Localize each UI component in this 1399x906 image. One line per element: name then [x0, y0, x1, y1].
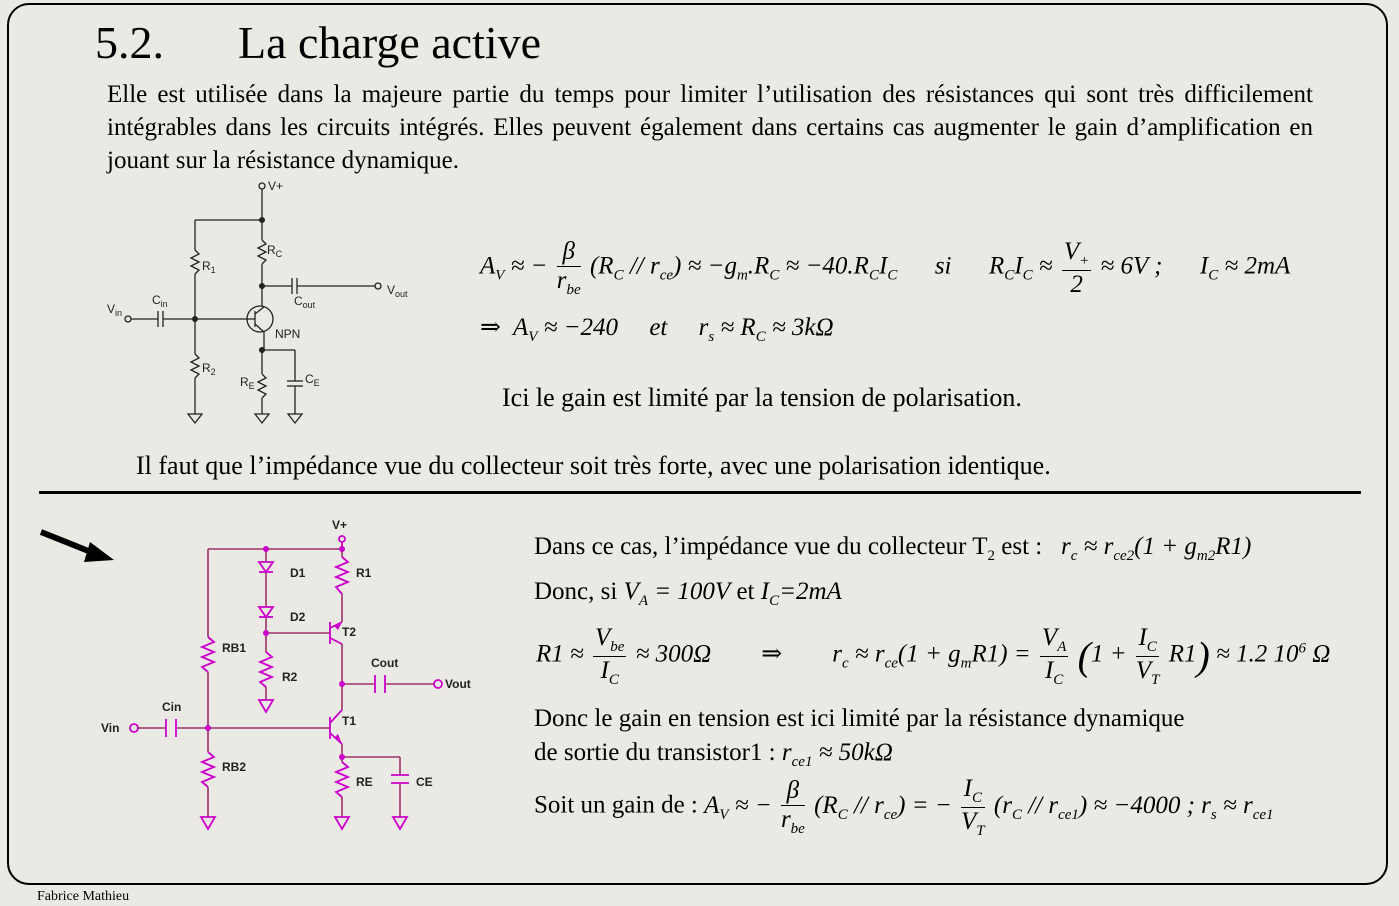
- svg-text:Vin: Vin: [101, 721, 120, 735]
- svg-text:Vout: Vout: [445, 677, 471, 691]
- equation-rc: R1 ≈ $\frac{V_{be}}{I_C}$ ≈ 300Ω ⇒ $r_c \approx r_{ce}(1 + g_mR1)$ = $\frac{V_A}{I_C}$ (1 + $\frac{I_C}{V_T}$ R1) ≈ 1.2 $10^6$ Ω: [536, 624, 1331, 688]
- equation-gain-1: $A_V$ ≈ − $\frac{\beta}{r_{be}}$ $(R_C // r_{ce}) \approx -g_m.R_C \approx -40.R_CI_C$ si $R_CI_C$ ≈ $\frac{V_+}{2}$ ≈ 6V ; $I_C \approx 2mA$: [480, 238, 1291, 298]
- output-resistance-line: de sortie du transistor1 : $r_{ce1} \approx 50k\Omega$: [534, 739, 893, 770]
- svg-text:RB2: RB2: [222, 760, 247, 774]
- svg-text:V+: V+: [332, 518, 348, 532]
- svg-text:CE: CE: [416, 775, 433, 789]
- c1-vplus-label: V+: [268, 179, 284, 193]
- section-title: La charge active: [238, 17, 542, 68]
- svg-text:R1: R1: [356, 566, 372, 580]
- note-impedance: Il faut que l’impédance vue du collecteur soit très forte, avec une polarisation identique.: [136, 451, 1051, 480]
- svg-text:D1: D1: [290, 566, 306, 580]
- equation-final-gain: Soit un gain de : $A_V$ ≈ − $\frac{\beta}{r_{be}}$ $(R_C // r_{ce})$ = − $\frac{I_C}{V_T}$ $(r_C // r_{ce1}) \approx -4000$ ; $r_s \approx r_{ce1}$: [534, 775, 1274, 839]
- svg-text:Cout: $C_{out}$: [294, 294, 316, 310]
- footer-author: Fabrice Mathieu: [37, 889, 130, 904]
- horizontal-divider: [39, 491, 1361, 494]
- equation-gain-2: ⇒ $A_V \approx -240$ et $r_s \approx R_C \approx 3k\Omega$: [480, 314, 834, 345]
- impedance-collector-line: Dans ce cas, l’impédance vue du collecteur $T_2$ est : $r_c \approx r_{ce2}(1 + g_{m2}R1)$: [534, 533, 1252, 564]
- svg-text:R1: $R_1$: [202, 259, 216, 275]
- note-polarisation: Ici le gain est limité par la tension de polarisation.: [502, 383, 1022, 412]
- svg-text:Cin: Cin: [162, 700, 182, 714]
- svg-text:R2: $R_2$: [202, 361, 216, 377]
- intro-paragraph: Elle est utilisée dans la majeure partie du temps pour limiter l’utilisation des résistances qui sont très difficilement intégrables dans les circuits intégrés. Elles peuvent également dans certains cas augmenter le gain d’amplification en jouant sur la résistance dynamique.: [107, 81, 1313, 174]
- svg-text:Vout: $V_{out}$: [387, 283, 408, 299]
- svg-text:RC: $R_C$: [267, 243, 283, 259]
- svg-text:RE: RE: [356, 775, 373, 789]
- svg-text:RB1: RB1: [222, 641, 247, 655]
- svg-text:Cin: $C_{in}$: [152, 293, 168, 309]
- c1-npn-label: NPN: [275, 327, 301, 341]
- svg-text:CE: $C_E$: [305, 372, 320, 388]
- circuit-diagram-1: [100, 178, 430, 428]
- condition-line: Donc, si $V_A = 100V$ et $I_C=2mA$: [534, 578, 842, 609]
- svg-text:D2: D2: [290, 610, 306, 624]
- gain-limited-line: Donc le gain en tension est ici limité par la résistance dynamique: [534, 705, 1185, 732]
- circuit-diagram-2: [98, 512, 488, 842]
- svg-text:RE: $R_E$: [240, 375, 255, 391]
- svg-text:Vin: $V_{in}$: [107, 302, 123, 318]
- svg-text:T2: T2: [342, 625, 357, 639]
- svg-text:Cout: Cout: [371, 656, 399, 670]
- section-number: 5.2.: [95, 17, 164, 68]
- svg-text:R2: R2: [282, 670, 298, 684]
- svg-text:T1: T1: [342, 714, 357, 728]
